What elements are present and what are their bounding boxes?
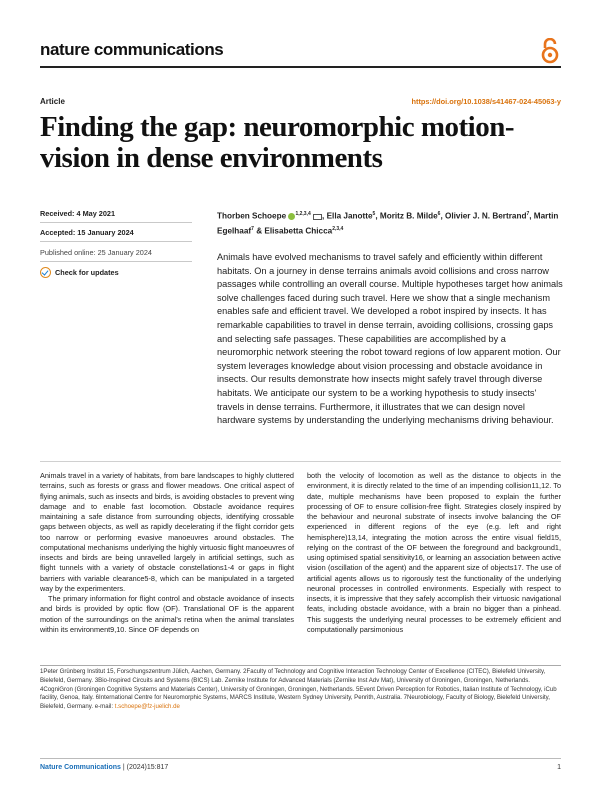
author-name[interactable]: Martin Egelhaaf bbox=[217, 211, 559, 236]
author-name[interactable]: Elisabetta Chicca bbox=[264, 226, 333, 236]
journal-name: nature communications bbox=[40, 40, 224, 59]
article-type: Article bbox=[40, 97, 65, 106]
check-updates-icon bbox=[40, 267, 51, 278]
header-rule bbox=[40, 66, 561, 68]
published-date: Published online: 25 January 2024 bbox=[40, 248, 152, 257]
affiliation-sup: 6 bbox=[437, 211, 441, 217]
page-number: 1 bbox=[557, 764, 561, 771]
abstract: Animals have evolved mechanisms to travel safely and efficiently within different habitats. On a journey in dense terrains animals avoid collisions and cross narrow passages while controlling an overall course. Multiple hypotheses target how animals solve challenges faced during such travel. Here we show that a single mechanism enables safe and efficient travel. We developed a robot inspired by insects. It has remarkable capabilities to travel in dense terrain, avoiding collisions, crossing gaps and selecting safe passages. These capabilities are accomplished by a neuromorphic network steering the robot toward regions of low apparent motion. Our system leverages knowledge about vision processing and obstacle avoidance in insects. Our results demonstrate how insects might safely travel through diverse habitats. We anticipate our system to be a working hypothesis to study insects' travels in dense terrains. Furthermore, it illustrates that we can design novel hardware systems by understanding the underlying mechanisms driving behaviour. bbox=[217, 252, 563, 426]
author-name[interactable]: Moritz B. Milde bbox=[379, 211, 438, 221]
author-list: Thorben Schoepe $^{1,2,3,4}$ , Ella Janotte$^5$, Moritz B. Milde$^6$, Olivier J. N. Bertrand$^7$, Martin Egelhaaf$^7$ & Elisabetta Chicca$^{2,3,4}$ bbox=[217, 211, 559, 236]
affiliations bbox=[40, 668, 561, 712]
affiliation-sup: 7 bbox=[526, 211, 530, 217]
body-paragraph: both the velocity of locomotion as well as the distance to objects in the environment, it is directly related to the time of an impending collision11,12. To date, multiple mechanisms have been proposed to explain the further processing of OF to ensure collision-free flight. Strategies closely inspired by the behaviour and neuronal substrate of insects involve balancing the OF experienced in different regions of the eye (e.g. left and right hemisphere)13,14, integrating the motion across the entire visual field15, relying on the contrast of the OF between the foreground and background1, using optimised spatial sensitivity16, or learning an association between active vision (oscillation of the agent) and the apparent size of objects17. The use of artificial agents allows us to rigorously test the functionality of the underlying neuronal processes in controlled environments. Especially with respect to insects, it is impressive that they safely accomplish their virtuosic navigational feats, including obstacle avoidance, with a brain no bigger than a pinhead. This suggests the underlying neural processes to be extremely efficient and computationally parsimonious bbox=[307, 471, 561, 634]
footer-citation bbox=[40, 764, 168, 771]
check-updates-label: Check for updates bbox=[55, 268, 119, 277]
meta-divider bbox=[40, 222, 192, 223]
accepted-date: Accepted: 15 January 2024 bbox=[40, 228, 134, 237]
email-icon[interactable] bbox=[313, 214, 322, 220]
affiliations-text: 1Peter Grünberg Institut 15, Forschungszentrum Jülich, Aachen, Germany. 2Faculty of Technology and Cognitive Interaction Technology Center of Excellence (CITEC), Bielefeld University, Bielefeld, Germany. 3Bio-Inspired Circuits and Systems (BICS) Lab. Zernike Institute for Advanced Materials (Zernike Inst Adv Mat), University of Groningen, Groningen, Netherlands. 4CogniGron (Groningen Cognitive Systems and Materials Center), University of Groningen, Groningen, Netherlands. 5Event Driven Perception for Robotics, Italian Institute of Technology, iCub facility, Genoa, Italy. 6International Centre for Neuromorphic Systems, MARCS Institute, Western Sydney University, Penrith, Australia. 7Neurobiology, Faculty of Biology, Bielefeld University, Bielefeld, Germany. bbox=[40, 668, 557, 711]
affiliation-sup: 2,3,4 bbox=[332, 225, 344, 232]
corresponding-email-link[interactable]: t.schoepe@fz-juelich.de bbox=[114, 703, 180, 711]
footer-journal[interactable]: Nature Communications bbox=[40, 764, 121, 771]
article-title: Finding the gap: neuromorphic motion-vision in dense environments bbox=[40, 111, 515, 174]
author-name[interactable]: Olivier J. N. Bertrand bbox=[445, 211, 527, 221]
body-divider bbox=[40, 461, 561, 462]
affiliation-sup: 1,2,3,4 bbox=[295, 211, 311, 217]
meta-divider bbox=[40, 241, 192, 242]
meta-divider bbox=[40, 261, 192, 262]
author-name[interactable]: Thorben Schoepe bbox=[217, 211, 287, 221]
footer-volume: | (2024)15:817 bbox=[122, 764, 169, 771]
affiliations-divider bbox=[40, 665, 561, 666]
affiliation-sup: 7 bbox=[251, 225, 254, 232]
open-access-icon bbox=[540, 38, 560, 64]
body-paragraph: Animals travel in a variety of habitats, from bare landscapes to highly cluttered terrains, such as forests or grass and flower meadows. One critical aspect of flying animals, such as insects and birds, is avoiding obstacles to prevent wing damage and to enable fast locomotion. Obstacle avoidance requires maintaining a safe distance from surrounding objects, identifying crossable gaps between objects, as well as rapidly decelerating if the flight corridor gets too narrow or performing evasive manoeuvres around obstacles. The computational mechanisms underlying the highly virtuosic flight manoeuvres of insects and birds are being unravelled largely in artificial settings, such as flight tunnels with a variety of obstacle constellations1-4 or gaps in flight barriers with variable clearance5-8, which can be manipulated in a targeted way by the experimenters. bbox=[40, 471, 294, 593]
body-paragraph: The primary information for flight control and obstacle avoidance of insects and birds is provided by optic flow (OF). Translational OF is the apparent motion of the surroundings on the animal's retina when the animal translates within its environment9,10. Since OF depends on bbox=[40, 594, 294, 634]
body-column-left bbox=[40, 471, 294, 635]
received-date: Received: 4 May 2021 bbox=[40, 209, 116, 218]
body-column-right bbox=[307, 471, 561, 635]
affiliation-sup: 5 bbox=[372, 211, 376, 217]
author-name[interactable]: Ella Janotte bbox=[326, 211, 373, 221]
footer-divider bbox=[40, 758, 561, 759]
check-for-updates-button[interactable] bbox=[40, 267, 119, 278]
email-label: e-mail: bbox=[94, 703, 114, 711]
doi-link[interactable]: https://doi.org/10.1038/s41467-024-45063-y bbox=[411, 97, 561, 106]
